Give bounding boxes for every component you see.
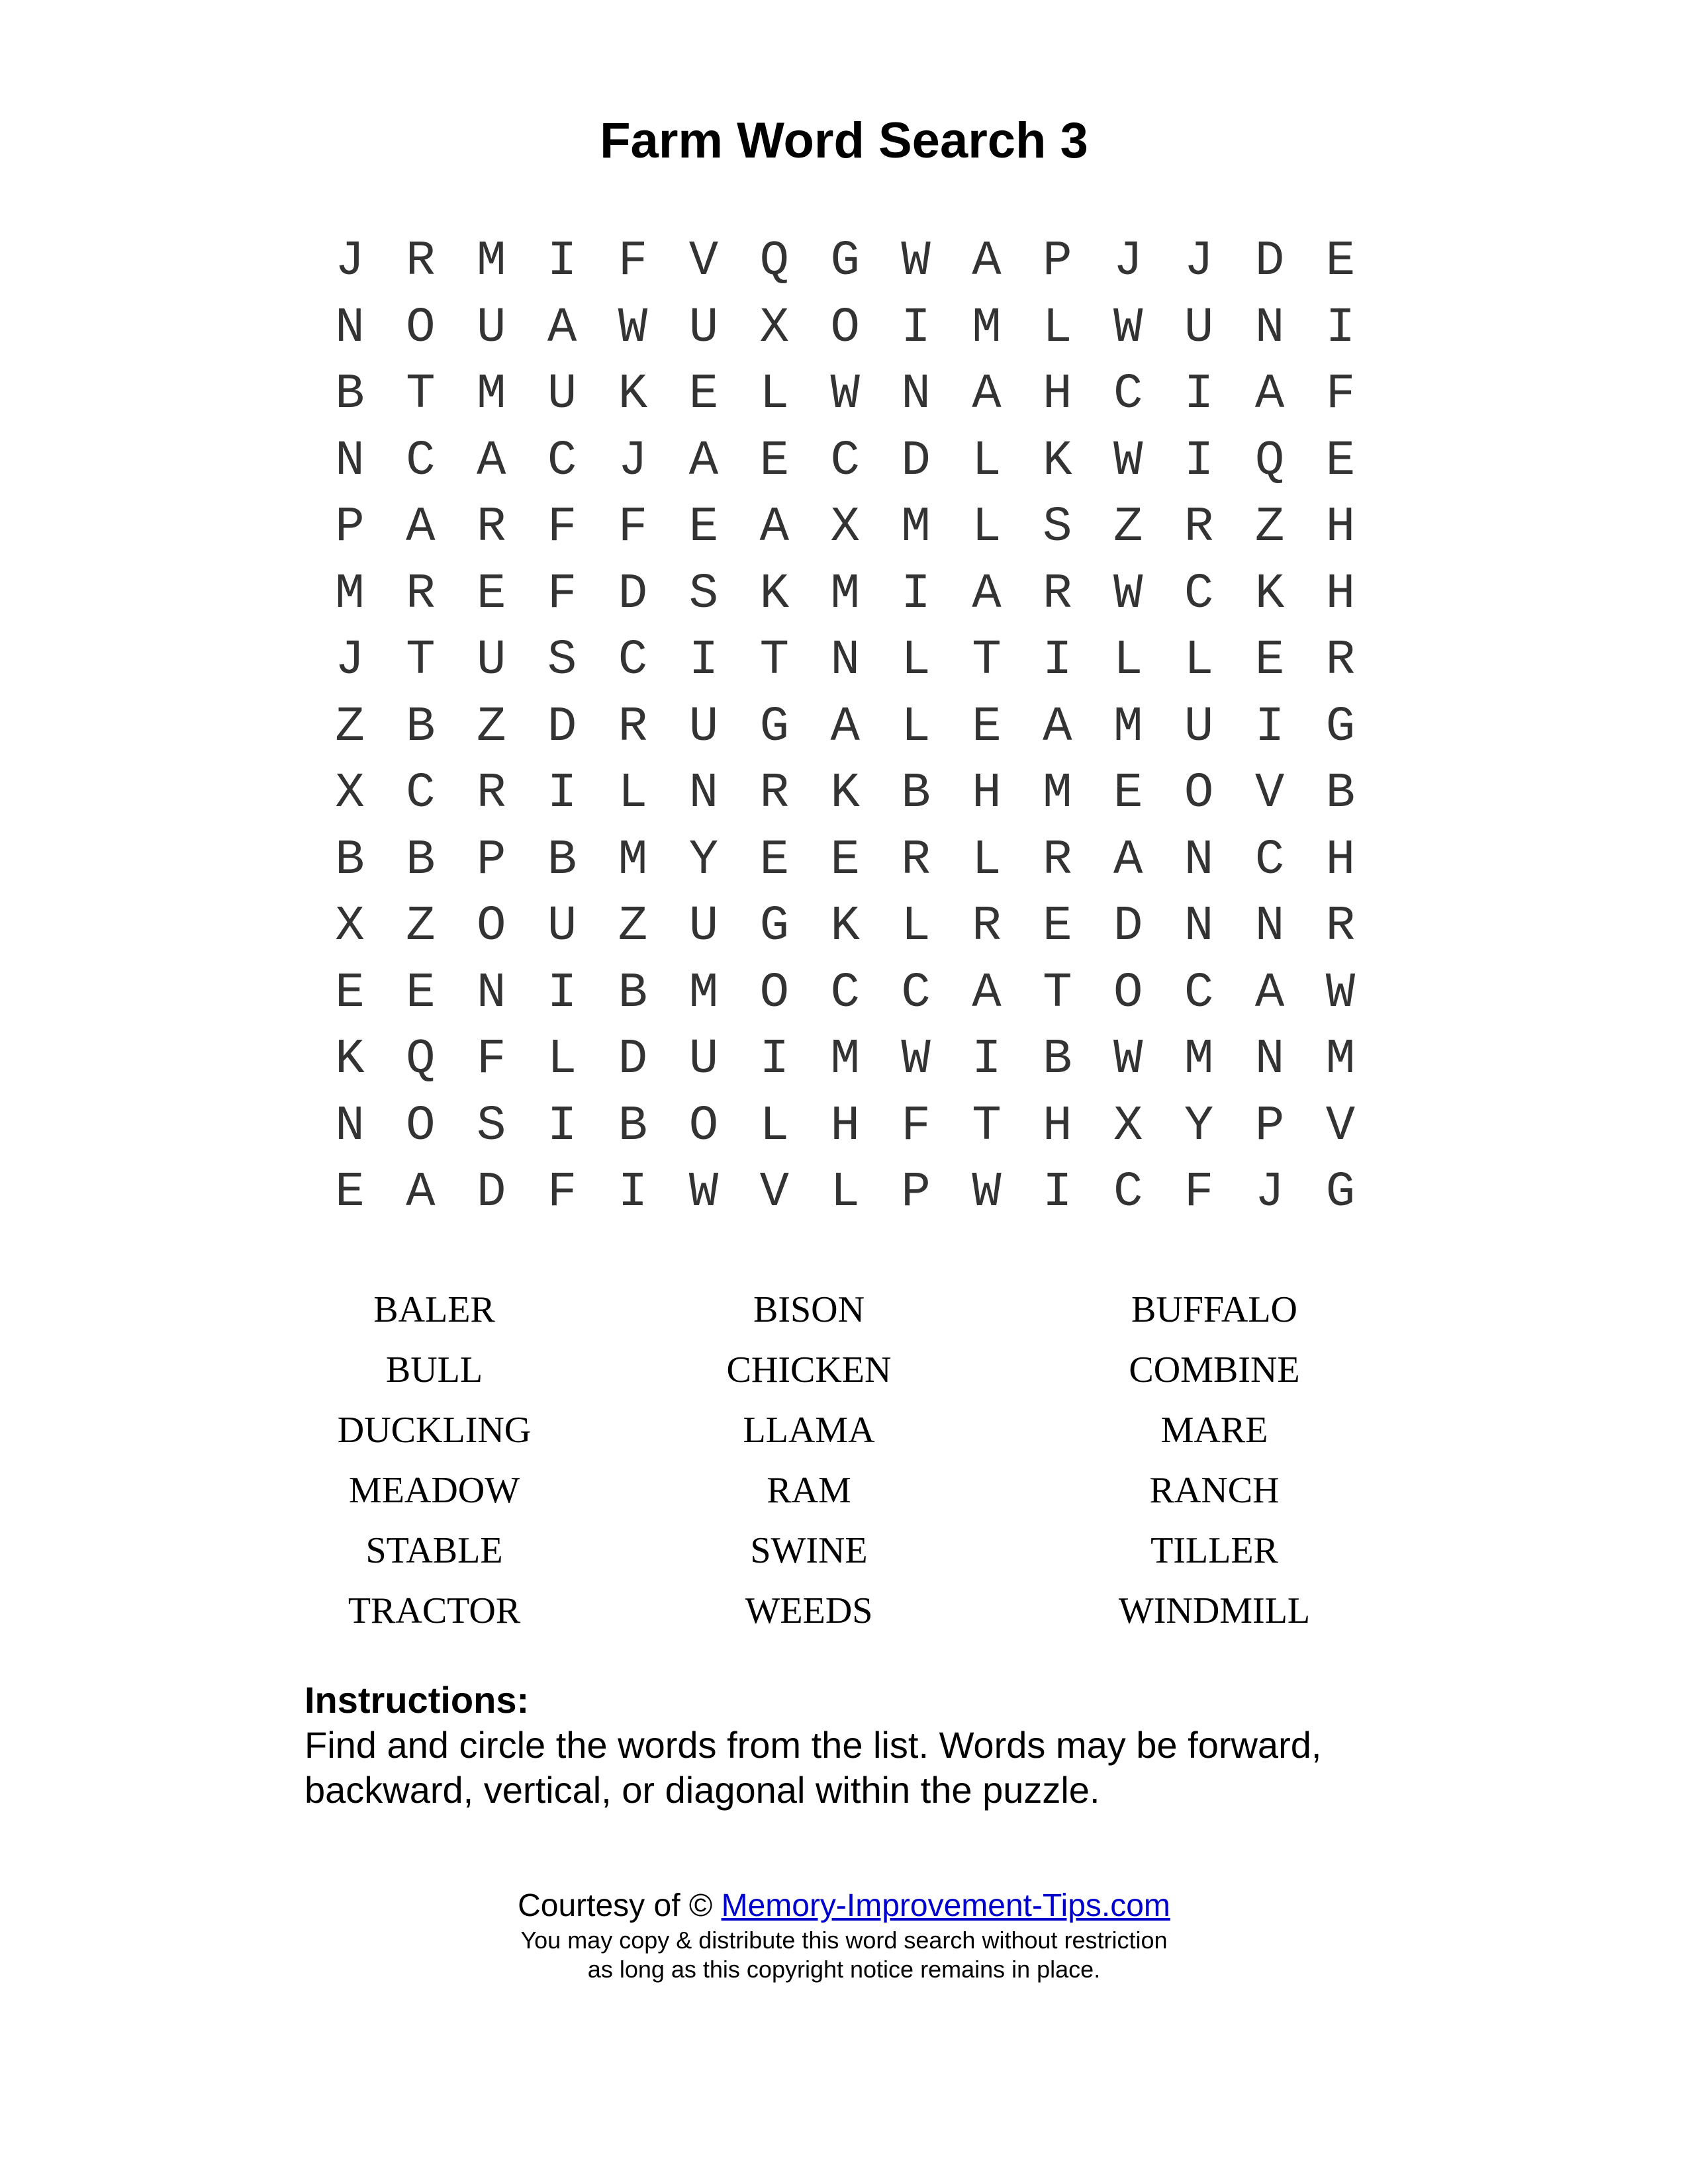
- grid-letter[interactable]: J: [1113, 234, 1143, 289]
- grid-letter[interactable]: F: [547, 566, 577, 622]
- grid-letter[interactable]: I: [547, 234, 577, 289]
- grid-letter[interactable]: R: [1184, 500, 1214, 555]
- grid-letter[interactable]: S: [477, 1098, 506, 1154]
- grid-row: [314, 1030, 1374, 1097]
- grid-letter[interactable]: P: [1254, 1098, 1285, 1154]
- grid-letter[interactable]: O: [406, 1098, 436, 1154]
- grid-letter[interactable]: W: [901, 234, 931, 289]
- grid-letter[interactable]: N: [1184, 899, 1214, 954]
- grid-letter[interactable]: I: [688, 633, 719, 688]
- grid-letter[interactable]: T: [972, 633, 1002, 688]
- grid-letter[interactable]: L: [830, 1165, 860, 1220]
- grid-letter[interactable]: K: [618, 367, 648, 422]
- grid-letter[interactable]: M: [1325, 1032, 1356, 1087]
- grid-letter[interactable]: R: [1043, 566, 1072, 622]
- courtesy-line: [0, 1886, 1688, 1926]
- grid-letter[interactable]: E: [688, 367, 719, 422]
- grid-letter[interactable]: F: [1325, 367, 1356, 422]
- grid-letter[interactable]: L: [618, 766, 648, 821]
- grid-letter[interactable]: G: [1325, 1165, 1356, 1220]
- word-list-item: WEEDS: [745, 1590, 873, 1631]
- grid-letter[interactable]: R: [406, 234, 436, 289]
- grid-letter[interactable]: A: [972, 234, 1002, 289]
- grid-letter[interactable]: V: [1325, 1098, 1356, 1154]
- word-list-item: BALER: [373, 1289, 495, 1330]
- grid-row: [314, 897, 1374, 964]
- grid-letter[interactable]: D: [1254, 234, 1285, 289]
- grid-letter[interactable]: I: [618, 1165, 648, 1220]
- grid-letter[interactable]: A: [1113, 832, 1143, 888]
- grid-letter[interactable]: I: [901, 566, 931, 622]
- grid-letter[interactable]: A: [477, 433, 506, 489]
- grid-letter[interactable]: P: [901, 1165, 931, 1220]
- grid-letter[interactable]: C: [618, 633, 648, 688]
- grid-letter[interactable]: A: [972, 566, 1002, 622]
- grid-letter[interactable]: Z: [618, 899, 648, 954]
- grid-letter[interactable]: F: [1184, 1165, 1214, 1220]
- grid-letter[interactable]: E: [1325, 234, 1356, 289]
- grid-letter[interactable]: L: [1043, 300, 1072, 356]
- grid-letter[interactable]: B: [1325, 766, 1356, 821]
- grid-letter[interactable]: R: [477, 766, 506, 821]
- grid-letter[interactable]: K: [335, 1032, 365, 1087]
- grid-letter[interactable]: N: [335, 1098, 365, 1154]
- grid-letter[interactable]: B: [406, 699, 436, 755]
- grid-letter[interactable]: R: [972, 899, 1002, 954]
- grid-letter[interactable]: X: [335, 899, 365, 954]
- grid-letter[interactable]: A: [972, 367, 1002, 422]
- grid-letter[interactable]: A: [972, 965, 1002, 1021]
- word-list-item: RAM: [767, 1470, 851, 1511]
- grid-letter[interactable]: W: [1113, 300, 1143, 356]
- grid-letter[interactable]: V: [688, 234, 719, 289]
- grid-row: [314, 1097, 1374, 1163]
- grid-letter[interactable]: D: [477, 1165, 506, 1220]
- copyright-notice-line-2: as long as this copyright notice remains in place.: [587, 1956, 1101, 1983]
- grid-letter[interactable]: O: [688, 1098, 719, 1154]
- grid-letter[interactable]: I: [1043, 1165, 1072, 1220]
- grid-letter[interactable]: F: [901, 1098, 931, 1154]
- grid-letter[interactable]: E: [688, 500, 719, 555]
- grid-letter[interactable]: C: [547, 433, 577, 489]
- footer: [0, 1886, 1688, 1984]
- grid-letter[interactable]: E: [759, 832, 789, 888]
- grid-letter[interactable]: G: [759, 699, 789, 755]
- grid-letter[interactable]: C: [830, 433, 860, 489]
- grid-letter[interactable]: E: [759, 433, 789, 489]
- grid-letter[interactable]: L: [901, 699, 931, 755]
- word-list-row: [298, 1341, 1423, 1401]
- grid-letter[interactable]: E: [335, 965, 365, 1021]
- grid-letter[interactable]: Z: [1113, 500, 1143, 555]
- word-list-item: SWINE: [750, 1530, 868, 1571]
- grid-letter[interactable]: D: [547, 699, 577, 755]
- grid-letter[interactable]: O: [759, 965, 789, 1021]
- grid-letter[interactable]: L: [901, 633, 931, 688]
- grid-letter[interactable]: R: [406, 566, 436, 622]
- grid-letter[interactable]: U: [547, 899, 577, 954]
- grid-letter[interactable]: Z: [406, 899, 436, 954]
- word-list-item: STABLE: [365, 1530, 503, 1571]
- grid-letter[interactable]: A: [759, 500, 789, 555]
- grid-letter[interactable]: K: [1254, 566, 1285, 622]
- grid-letter[interactable]: E: [830, 832, 860, 888]
- grid-letter[interactable]: W: [1325, 965, 1356, 1021]
- word-list-item: DUCKLING: [337, 1410, 532, 1451]
- grid-letter[interactable]: M: [901, 500, 931, 555]
- grid-letter[interactable]: F: [547, 500, 577, 555]
- grid-letter[interactable]: P: [1043, 234, 1072, 289]
- grid-letter[interactable]: P: [477, 832, 506, 888]
- grid-letter[interactable]: Y: [688, 832, 719, 888]
- grid-row: [314, 631, 1374, 698]
- grid-letter[interactable]: F: [477, 1032, 506, 1087]
- grid-letter[interactable]: A: [830, 699, 860, 755]
- grid-letter[interactable]: N: [1254, 899, 1285, 954]
- grid-letter[interactable]: Q: [759, 234, 789, 289]
- grid-letter[interactable]: W: [1113, 1032, 1143, 1087]
- grid-letter[interactable]: E: [1254, 633, 1285, 688]
- grid-letter[interactable]: H: [1325, 566, 1356, 622]
- grid-letter[interactable]: S: [1043, 500, 1072, 555]
- grid-letter[interactable]: X: [759, 300, 789, 356]
- grid-letter[interactable]: R: [618, 699, 648, 755]
- grid-letter[interactable]: K: [830, 766, 860, 821]
- grid-letter[interactable]: M: [688, 965, 719, 1021]
- grid-row: [314, 831, 1374, 897]
- word-list: [298, 1281, 1423, 1642]
- grid-letter[interactable]: Q: [1254, 433, 1285, 489]
- grid-letter[interactable]: N: [1254, 1032, 1285, 1087]
- grid-letter[interactable]: N: [335, 433, 365, 489]
- grid-letter[interactable]: I: [759, 1032, 789, 1087]
- grid-letter[interactable]: N: [1254, 300, 1285, 356]
- grid-letter[interactable]: U: [1184, 300, 1214, 356]
- grid-row: [314, 498, 1374, 565]
- word-list-row: [298, 1461, 1423, 1522]
- grid-letter[interactable]: S: [688, 566, 719, 622]
- grid-letter[interactable]: H: [1325, 832, 1356, 888]
- grid-letter[interactable]: L: [901, 899, 931, 954]
- word-list-row: [298, 1582, 1423, 1642]
- grid-letter[interactable]: W: [901, 1032, 931, 1087]
- grid-letter[interactable]: I: [1254, 699, 1285, 755]
- grid-letter[interactable]: U: [688, 899, 719, 954]
- grid-letter[interactable]: B: [406, 832, 436, 888]
- grid-letter[interactable]: N: [477, 965, 506, 1021]
- grid-letter[interactable]: C: [1184, 965, 1214, 1021]
- grid-letter[interactable]: R: [1325, 633, 1356, 688]
- grid-letter[interactable]: T: [1043, 965, 1072, 1021]
- grid-letter[interactable]: J: [335, 633, 365, 688]
- grid-letter[interactable]: K: [1043, 433, 1072, 489]
- grid-letter[interactable]: B: [618, 1098, 648, 1154]
- grid-letter[interactable]: D: [1113, 899, 1143, 954]
- grid-letter[interactable]: I: [547, 965, 577, 1021]
- grid-letter[interactable]: I: [901, 300, 931, 356]
- grid-row: [314, 298, 1374, 365]
- word-list-item: WINDMILL: [1118, 1590, 1311, 1631]
- grid-letter[interactable]: W: [972, 1165, 1002, 1220]
- grid-letter[interactable]: A: [688, 433, 719, 489]
- grid-letter[interactable]: R: [1043, 832, 1072, 888]
- grid-letter[interactable]: U: [688, 699, 719, 755]
- grid-row: [314, 1163, 1374, 1230]
- instructions-block: [305, 1678, 1397, 1813]
- grid-letter[interactable]: I: [547, 1098, 577, 1154]
- grid-letter[interactable]: H: [1325, 500, 1356, 555]
- grid-letter[interactable]: V: [1254, 766, 1285, 821]
- grid-letter[interactable]: T: [406, 633, 436, 688]
- grid-letter[interactable]: G: [830, 234, 860, 289]
- grid-letter[interactable]: L: [547, 1032, 577, 1087]
- grid-letter[interactable]: M: [1043, 766, 1072, 821]
- grid-letter[interactable]: E: [1325, 433, 1356, 489]
- grid-letter[interactable]: B: [618, 965, 648, 1021]
- grid-letter[interactable]: B: [901, 766, 931, 821]
- grid-letter[interactable]: E: [477, 566, 506, 622]
- grid-letter[interactable]: L: [972, 433, 1002, 489]
- grid-letter[interactable]: A: [547, 300, 577, 356]
- grid-letter[interactable]: B: [335, 832, 365, 888]
- grid-letter[interactable]: N: [830, 633, 860, 688]
- grid-letter[interactable]: M: [830, 1032, 860, 1087]
- grid-letter[interactable]: H: [972, 766, 1002, 821]
- grid-letter[interactable]: J: [1184, 234, 1214, 289]
- grid-letter[interactable]: X: [335, 766, 365, 821]
- grid-row: [314, 565, 1374, 631]
- grid-letter[interactable]: U: [477, 633, 506, 688]
- grid-letter[interactable]: I: [1325, 300, 1356, 356]
- instructions-text-line-2: backward, vertical, or diagonal within the puzzle.: [305, 1769, 1100, 1811]
- word-list-item: BULL: [385, 1349, 483, 1390]
- grid-letter[interactable]: W: [1113, 433, 1143, 489]
- courtesy-prefix: Courtesy of ©: [518, 1888, 722, 1923]
- grid-row: [314, 365, 1374, 432]
- grid-letter[interactable]: C: [1113, 1165, 1143, 1220]
- website-link[interactable]: Memory-Improvement-Tips.com: [721, 1888, 1170, 1923]
- grid-letter[interactable]: L: [972, 500, 1002, 555]
- grid-letter[interactable]: B: [335, 367, 365, 422]
- grid-letter[interactable]: E: [335, 1165, 365, 1220]
- grid-letter[interactable]: C: [901, 965, 931, 1021]
- grid-letter[interactable]: D: [901, 433, 931, 489]
- grid-letter[interactable]: C: [406, 433, 436, 489]
- grid-letter[interactable]: T: [406, 367, 436, 422]
- grid-letter[interactable]: X: [1113, 1098, 1143, 1154]
- grid-letter[interactable]: F: [618, 500, 648, 555]
- grid-letter[interactable]: N: [335, 300, 365, 356]
- letter-grid: [314, 232, 1374, 1230]
- word-list-item: TILLER: [1150, 1530, 1278, 1571]
- grid-letter[interactable]: Y: [1184, 1098, 1214, 1154]
- grid-letter[interactable]: G: [1325, 699, 1356, 755]
- grid-letter[interactable]: L: [1184, 633, 1214, 688]
- grid-letter[interactable]: U: [688, 1032, 719, 1087]
- grid-letter[interactable]: R: [759, 766, 789, 821]
- grid-letter[interactable]: O: [1184, 766, 1214, 821]
- grid-letter[interactable]: F: [618, 234, 648, 289]
- grid-letter[interactable]: E: [1043, 899, 1072, 954]
- grid-row: [314, 964, 1374, 1030]
- grid-letter[interactable]: A: [1043, 699, 1072, 755]
- word-list-item: LLAMA: [743, 1410, 875, 1451]
- grid-letter[interactable]: W: [830, 367, 860, 422]
- grid-letter[interactable]: T: [972, 1098, 1002, 1154]
- word-list-item: CHICKEN: [726, 1349, 892, 1390]
- grid-letter[interactable]: V: [759, 1165, 789, 1220]
- grid-letter[interactable]: M: [618, 832, 648, 888]
- grid-letter[interactable]: M: [830, 566, 860, 622]
- word-list-item: BISON: [753, 1289, 865, 1330]
- grid-row: [314, 232, 1374, 298]
- grid-row: [314, 698, 1374, 764]
- grid-letter[interactable]: K: [759, 566, 789, 622]
- grid-letter[interactable]: W: [688, 1165, 719, 1220]
- grid-letter[interactable]: M: [477, 234, 506, 289]
- grid-letter[interactable]: D: [618, 1032, 648, 1087]
- instructions-text-line-1: Find and circle the words from the list. Words may be forward,: [305, 1724, 1322, 1766]
- grid-letter[interactable]: I: [972, 1032, 1002, 1087]
- grid-letter[interactable]: M: [1184, 1032, 1214, 1087]
- grid-letter[interactable]: J: [1254, 1165, 1285, 1220]
- grid-letter[interactable]: M: [335, 566, 365, 622]
- grid-letter[interactable]: A: [1254, 965, 1285, 1021]
- grid-letter[interactable]: W: [1113, 566, 1143, 622]
- grid-letter[interactable]: H: [1043, 1098, 1072, 1154]
- grid-letter[interactable]: B: [1043, 1032, 1072, 1087]
- grid-letter[interactable]: P: [335, 500, 365, 555]
- grid-letter[interactable]: D: [618, 566, 648, 622]
- word-list-row: [298, 1281, 1423, 1341]
- grid-letter[interactable]: L: [1113, 633, 1143, 688]
- grid-letter[interactable]: R: [901, 832, 931, 888]
- grid-letter[interactable]: U: [688, 300, 719, 356]
- grid-letter[interactable]: O: [406, 300, 436, 356]
- grid-letter[interactable]: Z: [1254, 500, 1285, 555]
- word-list-item: COMBINE: [1129, 1349, 1300, 1390]
- word-list-row: [298, 1401, 1423, 1461]
- word-list-item: RANCH: [1149, 1470, 1280, 1511]
- grid-letter[interactable]: I: [1043, 633, 1072, 688]
- grid-letter[interactable]: R: [477, 500, 506, 555]
- grid-letter[interactable]: E: [1113, 766, 1143, 821]
- grid-letter[interactable]: G: [759, 899, 789, 954]
- grid-letter[interactable]: K: [830, 899, 860, 954]
- grid-letter[interactable]: O: [830, 300, 860, 356]
- grid-letter[interactable]: I: [547, 766, 577, 821]
- grid-row: [314, 432, 1374, 498]
- grid-letter[interactable]: N: [901, 367, 931, 422]
- grid-letter[interactable]: A: [1254, 367, 1285, 422]
- grid-letter[interactable]: L: [759, 367, 789, 422]
- grid-letter[interactable]: M: [477, 367, 506, 422]
- grid-letter[interactable]: I: [1184, 367, 1214, 422]
- word-list-item: TRACTOR: [348, 1590, 521, 1631]
- grid-letter[interactable]: U: [477, 300, 506, 356]
- grid-letter[interactable]: C: [1254, 832, 1285, 888]
- grid-letter[interactable]: W: [618, 300, 648, 356]
- grid-letter[interactable]: F: [547, 1165, 577, 1220]
- grid-letter[interactable]: E: [406, 965, 436, 1021]
- grid-letter[interactable]: C: [1113, 367, 1143, 422]
- grid-letter[interactable]: M: [1113, 699, 1143, 755]
- instructions-heading: Instructions:: [305, 1679, 530, 1721]
- grid-row: [314, 764, 1374, 831]
- grid-letter[interactable]: S: [547, 633, 577, 688]
- grid-letter[interactable]: L: [759, 1098, 789, 1154]
- grid-letter[interactable]: N: [1184, 832, 1214, 888]
- grid-letter[interactable]: J: [335, 234, 365, 289]
- word-list-row: [298, 1522, 1423, 1582]
- grid-letter[interactable]: Z: [477, 699, 506, 755]
- page-title: Farm Word Search 3: [600, 113, 1088, 169]
- word-list-item: BUFFALO: [1131, 1289, 1297, 1330]
- grid-letter[interactable]: H: [830, 1098, 860, 1154]
- copyright-notice-line-1: You may copy & distribute this word search without restriction: [520, 1927, 1168, 1954]
- word-list-item: MEADOW: [348, 1470, 520, 1511]
- grid-letter[interactable]: N: [688, 766, 719, 821]
- grid-letter[interactable]: A: [406, 1165, 436, 1220]
- word-list-item: MARE: [1160, 1410, 1268, 1451]
- grid-letter[interactable]: T: [759, 633, 789, 688]
- grid-letter[interactable]: R: [1325, 899, 1356, 954]
- grid-letter[interactable]: O: [477, 899, 506, 954]
- grid-letter[interactable]: A: [406, 500, 436, 555]
- grid-letter[interactable]: O: [1113, 965, 1143, 1021]
- grid-letter[interactable]: U: [547, 367, 577, 422]
- grid-letter[interactable]: Q: [406, 1032, 436, 1087]
- grid-letter[interactable]: Z: [335, 699, 365, 755]
- grid-letter[interactable]: C: [406, 766, 436, 821]
- grid-letter[interactable]: M: [972, 300, 1002, 356]
- grid-letter[interactable]: B: [547, 832, 577, 888]
- grid-letter[interactable]: H: [1043, 367, 1072, 422]
- grid-letter[interactable]: C: [830, 965, 860, 1021]
- grid-letter[interactable]: L: [972, 832, 1002, 888]
- grid-letter[interactable]: X: [830, 500, 860, 555]
- grid-letter[interactable]: E: [972, 699, 1002, 755]
- grid-letter[interactable]: C: [1184, 566, 1214, 622]
- grid-letter[interactable]: I: [1184, 433, 1214, 489]
- grid-letter[interactable]: U: [1184, 699, 1214, 755]
- grid-letter[interactable]: J: [618, 433, 648, 489]
